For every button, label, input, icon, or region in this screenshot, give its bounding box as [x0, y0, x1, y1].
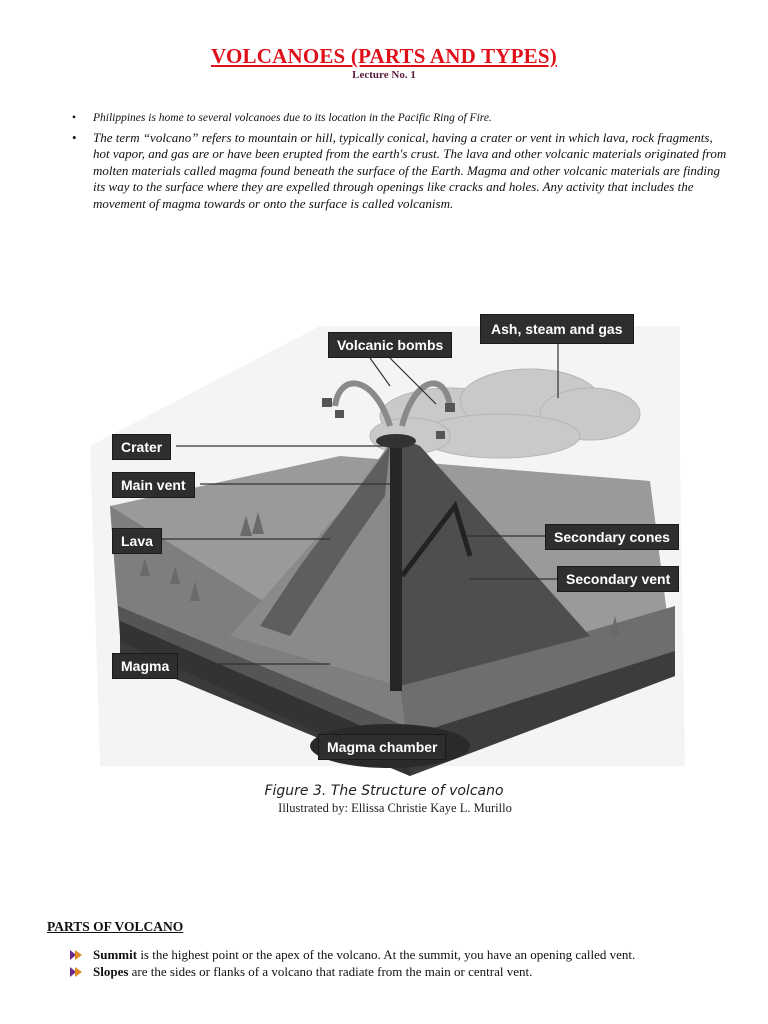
figure-credit: Illustrated by: Ellissa Christie Kaye L. Murillo [278, 801, 512, 815]
label-volcanic-bombs: Volcanic bombs [328, 332, 452, 358]
part-term: Slopes [93, 964, 129, 979]
list-item [70, 963, 635, 980]
label-secondary-cones: Secondary cones [545, 524, 679, 550]
document-title: VOLCANOES (PARTS AND TYPES) [211, 44, 557, 68]
lecture-number: Lecture No. 1 [352, 69, 416, 81]
list-item [70, 110, 730, 127]
purple-arrow-icon [70, 967, 82, 977]
part-term: Summit [93, 947, 138, 962]
list-item [70, 946, 635, 963]
label-magma: Magma [112, 653, 178, 679]
label-main-vent: Main vent [112, 472, 195, 498]
parts-list [70, 946, 635, 980]
label-crater: Crater [112, 434, 171, 460]
label-magma-chamber: Magma chamber [318, 734, 446, 760]
purple-arrow-icon [70, 950, 82, 960]
list-item [70, 130, 730, 213]
volcano-diagram [90, 306, 690, 776]
bullet-dot-icon: • [72, 129, 77, 145]
bullet-text: The term “volcano” refers to mountain or hill, typically conical, having a crater or vent in which lava, rock fragments, hot vapor, and gas are or have been erupted from the earth's crust. The lava and other volcanic materials originated from molten materials called magma found beneath the surface of the Earth. Magma and other volcanic materials are finding its way to the surface where they are expelled through openings like cracks and holes. Any activity that includes the movement of magma towards or onto the surface is called volcanism. [93, 129, 727, 211]
bullet-text: Philippines is home to several volcanoes due to its location in the Pacific Ring of Fire. [93, 112, 492, 124]
figure-caption: Figure 3. The Structure of volcano [264, 783, 504, 799]
label-ash-steam-gas: Ash, steam and gas [480, 314, 634, 344]
label-secondary-vent: Secondary vent [557, 566, 679, 592]
bullet-dot-icon: • [72, 112, 77, 124]
parts-heading: PARTS OF VOLCANO [47, 919, 184, 934]
part-description: is the highest point or the apex of the volcano. At the summit, you have an opening called vent. [137, 947, 636, 962]
part-description: are the sides or flanks of a volcano that radiate from the main or central vent. [128, 964, 533, 979]
label-lava: Lava [112, 528, 162, 554]
intro-bullet-list [70, 110, 730, 212]
